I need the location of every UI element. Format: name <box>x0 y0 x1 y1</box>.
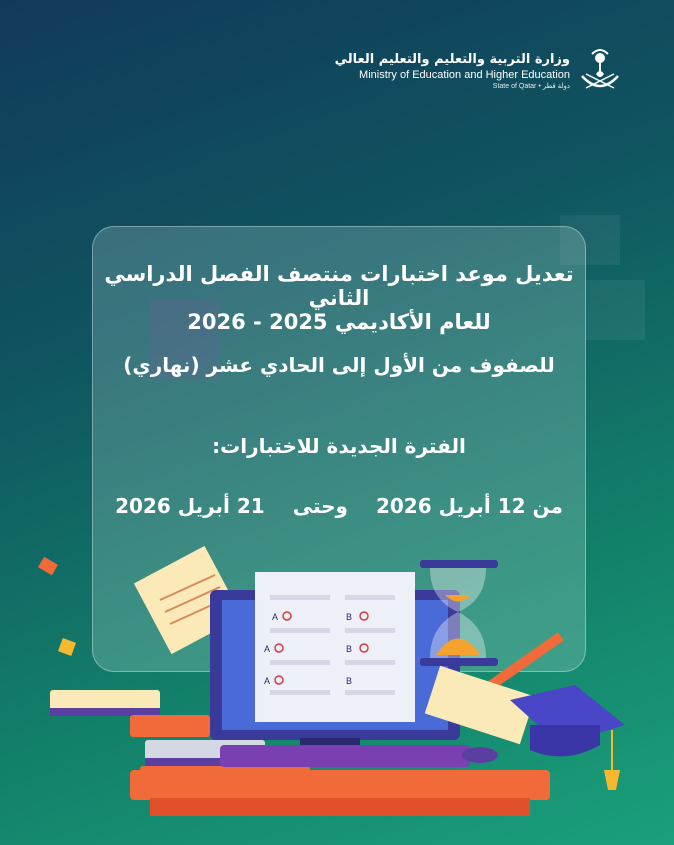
option-b-label: B <box>346 676 353 686</box>
announcement-title: تعديل موعد اختبارات منتصف الفصل الدراسي الثاني <box>104 262 574 310</box>
ministry-name-ar: وزارة التربية والتعليم والتعليم العالي <box>334 52 570 67</box>
ministry-header <box>335 44 622 98</box>
ministry-name-block <box>335 52 570 90</box>
option-a-label: A <box>264 644 271 654</box>
study-illustration <box>0 540 674 845</box>
date-from: من 12 أبريل 2026 <box>375 494 563 518</box>
new-period-heading: الفترة الجديدة للاختبارات: <box>212 434 466 458</box>
background-square <box>585 280 645 340</box>
date-to: 21 أبريل 2026 <box>115 494 265 518</box>
qatar-emblem-icon <box>578 44 622 98</box>
monitor <box>210 572 460 760</box>
option-b-label: B <box>346 644 353 654</box>
state-label: State of Qatar • دولة قطر <box>492 83 570 90</box>
academic-year: للعام الأكاديمي 2025 - 2026 <box>187 310 491 334</box>
grades-scope: للصفوف من الأول إلى الحادي عشر (نهاري) <box>123 353 555 377</box>
date-until-word: وحتى <box>292 494 348 518</box>
ministry-name-en: Ministry of Education and Higher Education <box>359 69 570 81</box>
option-b-label: B <box>346 612 353 622</box>
option-a-label: A <box>264 676 271 686</box>
option-a-label: A <box>272 612 279 622</box>
exam-date-range <box>92 494 586 518</box>
